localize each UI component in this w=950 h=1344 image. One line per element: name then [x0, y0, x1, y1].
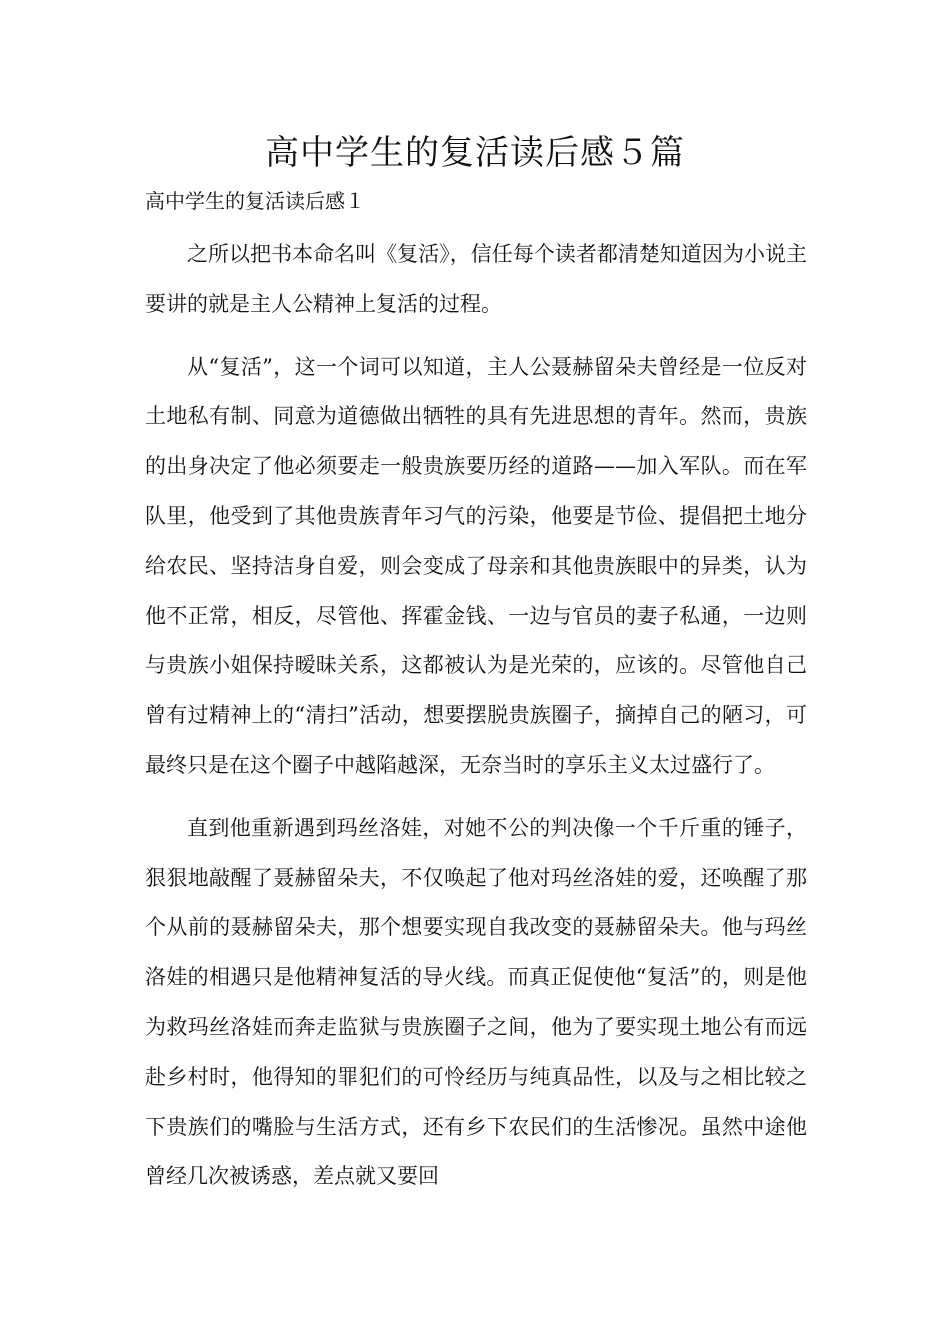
- paragraph-2: 从“复活”，这一个词可以知道，主人公聂赫留朵夫曾经是一位反对土地私有制、同意为道德做出牺牲的具有先进思想的青年。然而，贵族的出身决定了他必须要走一般贵族要历经的道路——加入军队。而在军队里，他受到了其他贵族青年习气的污染，他要是节俭、提倡把土地分给农民、坚持洁身自爱，则会变成了母亲和其他贵族眼中的异类，认为他不正常，相反，尽管他、挥霍金钱、一边与官员的妻子私通，一边则与贵族小姐保持暧昧关系，这都被认为是光荣的，应该的。尽管他自己曾有过精神上的“清扫”活动，想要摆脱贵族圈子，摘掉自己的陋习，可最终只是在这个圈子中越陷越深，无奈当时的享乐主义太过盛行了。: [145, 354, 807, 777]
- paragraph-3: 直到他重新遇到玛丝洛娃，对她不公的判决像一个千斤重的锤子，狠狠地敲醒了聂赫留朵夫，不仅唤起了他对玛丝洛娃的爱，还唤醒了那个从前的聂赫留朵夫，那个想要实现自我改变的聂赫留朵夫。他与玛丝洛娃的相遇只是他精神复活的导火线。而真正促使他“复活”的，则是他为救玛丝洛娃而奔走监狱与贵族圈子之间，他为了要实现土地公有而远赴乡村时，他得知的罪犯们的可怜经历与纯真品性，以及与之相比较之下贵族们的嘴脸与生活方式，还有乡下农民们的生活惨况。虽然中途他曾经几次被诱惑，差点就又要回: [145, 815, 807, 1189]
- paragraph-1: 之所以把书本命名叫《复活》，信任每个读者都清楚知道因为小说主要讲的就是主人公精神上复活的过程。: [145, 242, 807, 316]
- body-text: [145, 230, 807, 1215]
- document-title: 高中学生的复活读后感５篇: [265, 133, 685, 173]
- section-heading: 高中学生的复活读后感１: [145, 189, 365, 213]
